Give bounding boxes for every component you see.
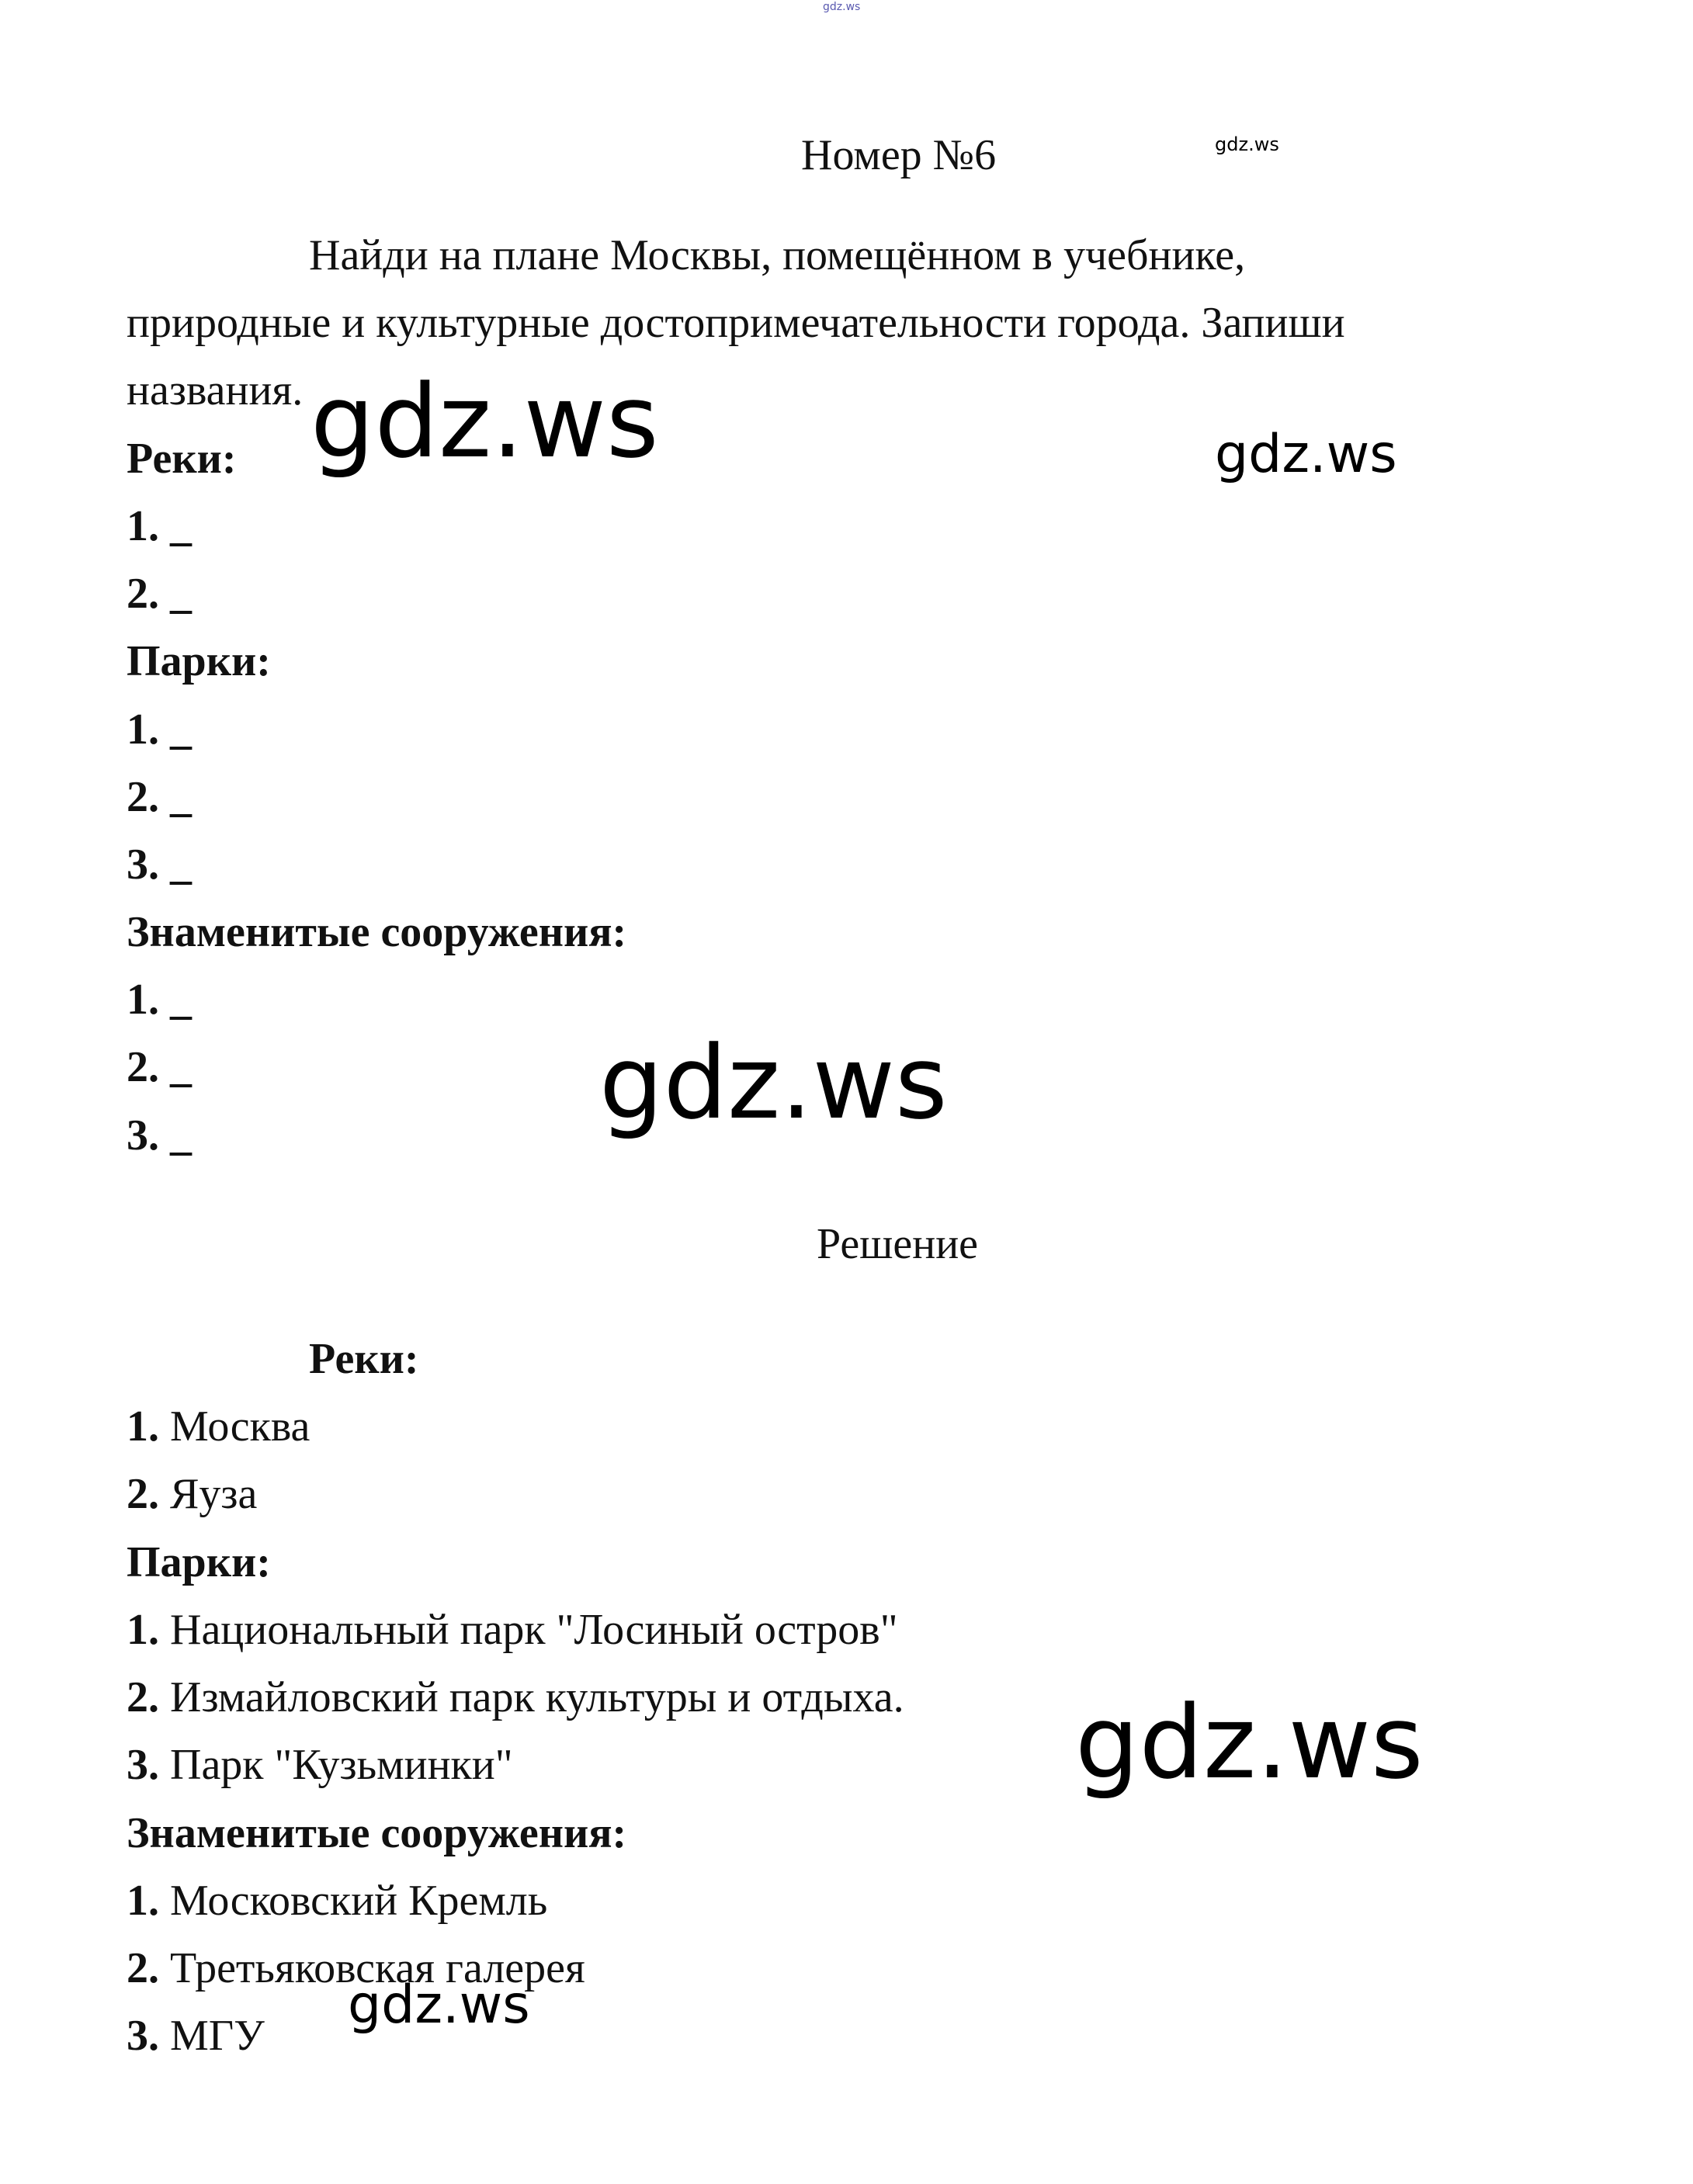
task-parks-blank-1: 1. _ <box>127 705 192 754</box>
task-buildings-blank-2: 2. _ <box>127 1043 192 1091</box>
solution-building-3: 3. МГУ <box>127 2012 265 2060</box>
task-prompt-line-2: природные и культурные достопримечательности города. Запиши <box>127 299 1345 347</box>
watermark-large-1: gdz.ws <box>310 362 659 480</box>
task-prompt-line-3: названия. <box>127 366 304 414</box>
solution-park-1: 1. Национальный парк "Лосиный остров" <box>127 1606 898 1654</box>
task-parks-heading: Парки: <box>127 637 271 685</box>
watermark-header: gdz.ws <box>1215 133 1279 155</box>
watermark-top: gdz.ws <box>823 1 861 13</box>
task-rivers-blank-2: 2. _ <box>127 570 192 618</box>
solution-park-3: 3. Парк "Кузьминки" <box>127 1741 513 1789</box>
solution-buildings-heading: Знаменитые сооружения: <box>127 1809 627 1857</box>
task-buildings-blank-3: 3. _ <box>127 1111 192 1160</box>
solution-river-1: 1. Москва <box>127 1402 310 1451</box>
solution-park-2: 2. Измайловский парк культуры и отдыха. <box>127 1673 904 1721</box>
solution-building-1: 1. Московский Кремль <box>127 1877 548 1925</box>
watermark-mid-2: gdz.ws <box>348 1974 530 2036</box>
solution-title: Решение <box>817 1220 979 1268</box>
task-parks-blank-2: 2. _ <box>127 773 192 821</box>
solution-river-2: 2. Яуза <box>127 1470 258 1518</box>
watermark-large-3: gdz.ws <box>1075 1683 1424 1801</box>
task-buildings-heading: Знаменитые сооружения: <box>127 908 627 956</box>
task-buildings-blank-1: 1. _ <box>127 976 192 1024</box>
watermark-large-2: gdz.ws <box>599 1024 948 1142</box>
solution-parks-heading: Парки: <box>127 1538 271 1586</box>
task-rivers-blank-1: 1. _ <box>127 502 192 550</box>
solution-rivers-heading: Реки: <box>309 1335 419 1383</box>
task-prompt-line-1: Найди на плане Москвы, помещённом в учебнике, <box>309 231 1246 279</box>
watermark-mid-1: gdz.ws <box>1215 424 1397 485</box>
task-parks-blank-3: 3. _ <box>127 841 192 889</box>
solution-building-2: 2. Третьяковская галерея <box>127 1944 585 1992</box>
task-rivers-heading: Реки: <box>127 435 237 483</box>
task-title: Номер №6 <box>801 131 997 179</box>
